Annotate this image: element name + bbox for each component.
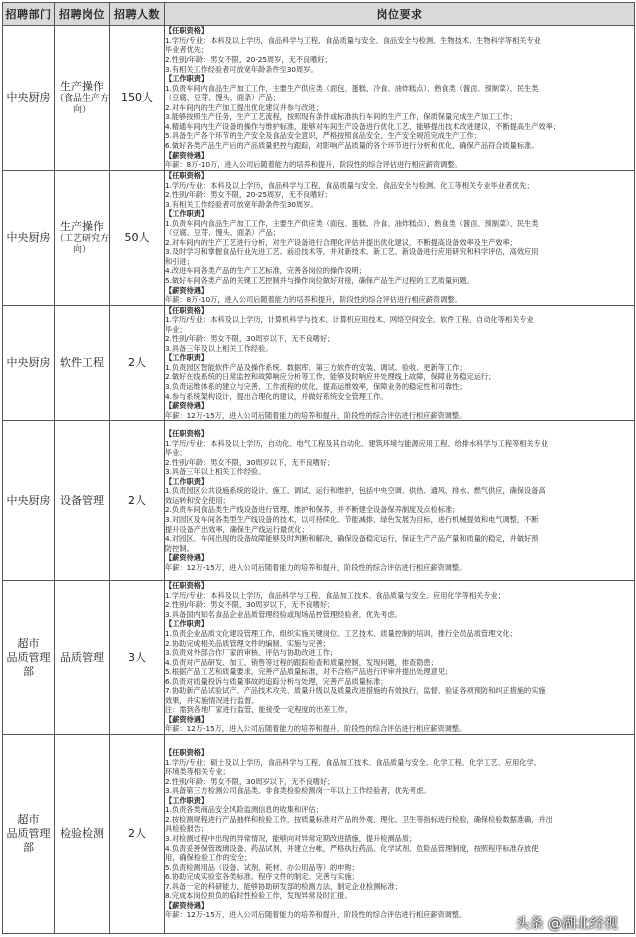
requirement-line: 提升设备产出效率，确保生产线运行最优化； [165, 525, 634, 535]
requirement-line: 3.对园区及车间各类型生产线设备的技术，以可持续化、节能减排、绿色发展为目标，进行机械提效和电气调整，不断 [165, 515, 634, 525]
header-position: 招聘岗位 [55, 3, 110, 26]
requirement-line: 效运转和安全使用； [165, 496, 634, 506]
requirement-line: 2.负责车间食品类生产线设备进行管理、维护和保养，并不断建全设备保养制度及点检标准； [165, 505, 634, 515]
requirement-section-heading: 【工作职责】 [165, 796, 634, 806]
header-count: 招聘人数 [110, 3, 165, 26]
requirement-line: 6.做好各类产品生产后的产品质量把控与跟踪，对影响产品质量的各个环节进行分析和优化，确保产品符合质量标准。 [165, 141, 634, 151]
dept-label: 中央厨房 [3, 91, 54, 105]
table-body [3, 26, 635, 934]
cell-count: 2人 [110, 305, 165, 421]
requirement-line: 1.学历/专业：硕士及以上学历，食品科学与工程、食品加工技术、食品质量与安全、化学工程、化学工艺、应用化学、 [165, 758, 634, 768]
table-row [3, 581, 635, 735]
requirement-section-heading: 【薪资待遇】 [165, 901, 634, 911]
requirement-section-heading: 【任职资格】 [165, 429, 634, 439]
cell-dept [3, 171, 55, 306]
requirement-line: 2.协助完成相关品质管理文件的编制、实施与完善； [165, 639, 634, 649]
requirement-line: 2.性别/年龄：男女不限，30周岁以下，无不良嗜好； [165, 334, 634, 344]
requirement-section-heading: 【工作职责】 [165, 619, 634, 629]
requirement-line: 2.性别/年龄：男女不限，20-25周岁，无不良嗜好； [165, 55, 634, 65]
dept-label: 中央厨房 [3, 494, 54, 508]
requirement-line: 2.性别/年龄：男女不限，30周岁以下，无不良嗜好； [165, 458, 634, 468]
requirement-line: 7.具备一定的科研能力，能够协助研发部的检测方法，制定企业检测标准； [165, 882, 634, 892]
position-label: 设备管理 [60, 494, 104, 507]
cell-requirements [165, 421, 635, 581]
dept-label: 中央厨房 [3, 356, 54, 370]
requirement-line: 1.负责各类商品安全风险监测信息的收集和评估； [165, 805, 634, 815]
requirement-line: 2.性别/年龄：男女不限，30周岁以下，无不良嗜好； [165, 777, 634, 787]
dept-label: 超市 [3, 813, 54, 827]
requirement-line: 3.有相关工作经验者可放宽年龄条件至30周岁。 [165, 200, 634, 210]
requirement-line: 具检验报告； [165, 824, 634, 834]
requirement-line: 1.负责车间内食品生产加工工作，主要生产供应类（面包、蛋糕、冷食、油炸糕点）、熟食类（酱卤、预制菜）、民生类 [165, 84, 634, 94]
requirement-line: 6.协助完成实验室各类标准、程序文件的制定、完善与实施； [165, 872, 634, 882]
table-row [3, 421, 635, 581]
cell-requirements [165, 734, 635, 933]
requirement-line: 1.负责园区公共设施系统的设计、施工、调试、运行和维护，包括中央空调、供热、通风、排水、燃气供应，确保设备高 [165, 486, 634, 496]
requirement-line: 3.具备三年以上相关工作经验。 [165, 467, 634, 477]
requirement-line: 1.学历/专业：本科及以上学历，自动化、电气工程及其自动化、建筑环境与能源应用工程、给排水科学与工程等相关专业 [165, 439, 634, 449]
requirement-line: 3.有相关工作经验者可放宽年龄条件至30周岁。 [165, 65, 634, 75]
requirement-line: 年薪：12万-15万，进入公司后随着能力的培养和提升，阶段性的综合评估进行相应薪资调整。 [165, 910, 634, 920]
requirement-section-heading: 【任职资格】 [165, 26, 634, 36]
requirement-line: 年薪：8万-10万，进入公司后随着能力的培养和提升，阶段性的综合评估进行相应薪资调整。 [165, 160, 634, 170]
requirement-line: 3.具备三年及以上相关工作经验。 [165, 344, 634, 354]
requirement-line: 3.负责运维体系的建立与完善，工作流程的优化，提高运维效率，保障业务的稳定性和可靠性； [165, 382, 634, 392]
cell-position [55, 26, 110, 171]
requirement-line: 1.负责园区智能软件产品及操作系统、数据库、第三方软件的安装、调试、验收、更新等工作； [165, 363, 634, 373]
requirement-line: 3.能够按照生产任务，生产工艺流程，按照现有条件或标准执行车间的生产工作，保质保量完成生产加工工作； [165, 112, 634, 122]
cell-position [55, 305, 110, 421]
requirement-line: 年薪：12万-15万，进入公司后随着能力的培养和提升，阶段性的综合评估进行相应薪资调整。 [165, 411, 634, 421]
cell-dept [3, 581, 55, 735]
requirement-line: 1.学历/专业：本科及以上学历，食品科学与工程、食品加工技术、食品质量与安全、应用化学等相关专业； [165, 591, 634, 601]
requirement-line: 环境类等相关专业； [165, 767, 634, 777]
table-row [3, 171, 635, 306]
position-label: 品质管理 [60, 651, 104, 664]
requirement-section-heading: 【工作职责】 [165, 209, 634, 219]
requirement-line: 1.学历/专业：本科及以上学历，计算机科学与技术、计算机应用技术、网络空间安全、软件工程、自动化等相关专业 [165, 315, 634, 325]
requirement-section-heading: 【工作职责】 [165, 353, 634, 363]
requirement-section-heading: 【薪资待遇】 [165, 286, 634, 296]
cell-dept [3, 734, 55, 933]
cell-position [55, 421, 110, 581]
cell-requirements [165, 171, 635, 306]
header-row [3, 3, 635, 26]
cell-dept [3, 421, 55, 581]
position-note: （工艺研究方向） [55, 234, 109, 256]
cell-requirements [165, 26, 635, 171]
requirement-line: 3.对检测过程中出现的异常情况，能够向对异常定期改进措施，提升检测品质； [165, 834, 634, 844]
cell-position [55, 581, 110, 735]
cell-position [55, 734, 110, 933]
requirement-line: 6.负责对质量投诉与质量事故的追踪分析与处理，完善产品质量标准； [165, 677, 634, 687]
requirement-line: 4.负责对产品研发、加工、销售等过程的跟踪检查和质量控制，发现问题，排查隐患； [165, 658, 634, 668]
requirement-line: 4.负责妥善保管玻璃设备、药品试剂，并建立台帐，严格执行药品、化学试剂、危险品管理制度，按照程序标准存放使 [165, 844, 634, 854]
requirement-line: 2.性别/年龄：男女不限，20-25周岁，无不良嗜好； [165, 190, 634, 200]
cell-requirements [165, 305, 635, 421]
requirement-section-heading: 【工作职责】 [165, 477, 634, 487]
requirement-line: 2.做好在线系统的日常监控和故障响应分析等工作，能够及时响应并处理线上故障，保障业务稳定运行； [165, 372, 634, 382]
requirement-line: 2.按检测规程进行产品抽样和检验工作，按质量标准对产品的外观、理化、卫生等指标进行检验，确保检验数据准确，并出 [165, 815, 634, 825]
requirement-line: （豆腐、豆芽、馒头、面条）产品； [165, 228, 634, 238]
requirement-section-heading: 【任职资格】 [165, 581, 634, 591]
requirement-section-heading: 【薪资待遇】 [165, 401, 634, 411]
table-row [3, 734, 635, 933]
requirement-section-heading: 【任职资格】 [165, 748, 634, 758]
watermark: 头条 @湖北经视 [516, 913, 618, 933]
requirement-section-heading: 【任职资格】 [165, 306, 634, 316]
requirement-line: 用，确保检验工作的安全； [165, 853, 634, 863]
requirement-line: 8.完成本岗位担负的临时性检验工作，发现异常及时汇报。 [165, 891, 634, 901]
requirement-section-heading: 【薪资待遇】 [165, 151, 634, 161]
header-requirements: 岗位要求 [165, 3, 635, 26]
requirement-line: 毕业； [165, 325, 634, 335]
position-label: 生产操作 [60, 220, 104, 233]
requirement-line: 2.对车间内的生产加工提出优化建议并参与改进； [165, 103, 634, 113]
requirement-line: 效果，并实施情况进行监督。 [165, 696, 634, 706]
requirement-section-heading: 【任职资格】 [165, 171, 634, 181]
cell-count: 150人 [110, 26, 165, 171]
dept-label: 中央厨房 [3, 231, 54, 245]
requirement-line: 5.做好车间各类产品的关键工艺控制并与操作岗位做好对接，确保产品生产过程的工艺质量问题。 [165, 276, 634, 286]
cell-count: 50人 [110, 171, 165, 306]
requirement-line: 7.协助新产品试验试产、产品技术攻关、质量升级以及质量改进措施的有效执行，监督、验证各项预防和纠正措施的实施 [165, 686, 634, 696]
requirement-line: 3.负责对外部合作厂家的审核、评估与协助改进工作； [165, 648, 634, 658]
cell-dept [3, 26, 55, 171]
requirement-line: 3.具备国内知名食品企业品质管理经验或现场品控管理经验者，优先考虑。 [165, 610, 634, 620]
requirement-line: 毕业； [165, 448, 634, 458]
cell-count: 2人 [110, 421, 165, 581]
requirement-line: 5.具备生产各个环节的生产安全及食品安全意识，严格按照食品安全、生产安全规范完成生产工作； [165, 131, 634, 141]
requirement-line: 2.性别/年龄：男女不限，30周岁以下，无不良嗜好； [165, 600, 634, 610]
requirement-line: 注：需到各地厂家进行监管，能接受一定程度的出差工作。 [165, 705, 634, 715]
requirement-line: （豆腐、豆芽、馒头、面条）产品； [165, 93, 634, 103]
dept-label: 超市 [3, 637, 54, 651]
position-label: 检验检测 [60, 827, 104, 840]
requirement-line: 5.负责检测用品（设备、试剂、耗材、办公用品等）的申购； [165, 863, 634, 873]
dept-label-line2: 品质管理部 [3, 827, 54, 855]
requirement-line: 年薪：12万-15万，进入公司后随着能力的培养和提升，阶段性的综合评估进行相应薪资调整。 [165, 724, 634, 734]
requirement-line: 5.根据产品工艺和质量要求，完善产品质量标准，对不合格产品进行评审并提出处理意见； [165, 667, 634, 677]
table-row [3, 305, 635, 421]
requirement-line: 1.负责车间内食品生产加工工作，主要生产供应类（面包、蛋糕、冷食、油炸糕点）、熟食类（酱卤、预制菜）、民生类 [165, 219, 634, 229]
cell-count: 2人 [110, 734, 165, 933]
requirement-line: 防控制。 [165, 544, 634, 554]
cell-count: 3人 [110, 581, 165, 735]
table-row [3, 26, 635, 171]
position-note: （食品生产方向） [55, 94, 109, 116]
requirement-line: 2.对车间内的生产工艺进行分析，对生产设备进行合理化评估并提出优化建议，不断提高设备效率及生产效率； [165, 238, 634, 248]
requirement-line: 1.学历/专业：本科及以上学历，食品科学与工程、食品质量与安全、食品安全与检测、生物技术、生物科学等相关专业 [165, 36, 634, 46]
requirement-line: 1.负责企业品质文化建设管理工作，组织实施关键岗位、工艺技术、质量控制的培训，推行全员品质管理文化； [165, 629, 634, 639]
requirement-line: 毕业者优先； [165, 45, 634, 55]
requirement-line: 1.学历/专业：本科及以上学历，食品科学与工程、食品质量与安全、食品安全与检测、化工等相关专业毕业者优先； [165, 181, 634, 191]
requirement-section-heading: 【工作职责】 [165, 74, 634, 84]
position-label: 软件工程 [60, 356, 104, 369]
recruitment-table [2, 2, 635, 934]
cell-requirements [165, 581, 635, 735]
requirement-line: 4.参与系统架构设计，提出合理化的建议，并做好系统安全管理工作。 [165, 392, 634, 402]
cell-position [55, 171, 110, 306]
requirement-line: 4.对园区、车间出现的设备故障能够及时判断和解决，确保设备稳定运行，保证生产产品产量和质量的稳定，并做好预 [165, 534, 634, 544]
requirement-line: 3.及时学习和掌握食品行业先进工艺、前沿技术等，并对新技术、新工艺、新设备进行应用研究和科学评估，高效应用 [165, 247, 634, 257]
position-label: 生产操作 [60, 80, 104, 93]
requirement-line: 4.精通车间内生产设备的操作与维护标准，能够对车间生产设备进行优化工艺，能够提出技术改进建议，不断提高生产效率； [165, 122, 634, 132]
requirement-section-heading: 【薪资待遇】 [165, 715, 634, 725]
requirement-line: 4.改进车间各类产品的生产工艺标准，完善各岗位的操作说明； [165, 266, 634, 276]
requirement-line: 3.具备第三方检测公司食品类、非食类检验检测岗一年以上工作经验者，优先考虑。 [165, 786, 634, 796]
dept-label-line2: 品质管理部 [3, 651, 54, 679]
requirement-line: 和引进； [165, 257, 634, 267]
cell-dept [3, 305, 55, 421]
header-dept: 招聘部门 [3, 3, 55, 26]
requirement-line: 年薪：12万-15万，进入公司后随着能力的培养和提升，阶段性的综合评估进行相应薪资调整。 [165, 563, 634, 573]
requirement-section-heading: 【薪资待遇】 [165, 553, 634, 563]
requirement-line: 年薪：8万-10万，进入公司后随着能力的培养和提升，阶段性的综合评估进行相应薪资调整。 [165, 295, 634, 305]
